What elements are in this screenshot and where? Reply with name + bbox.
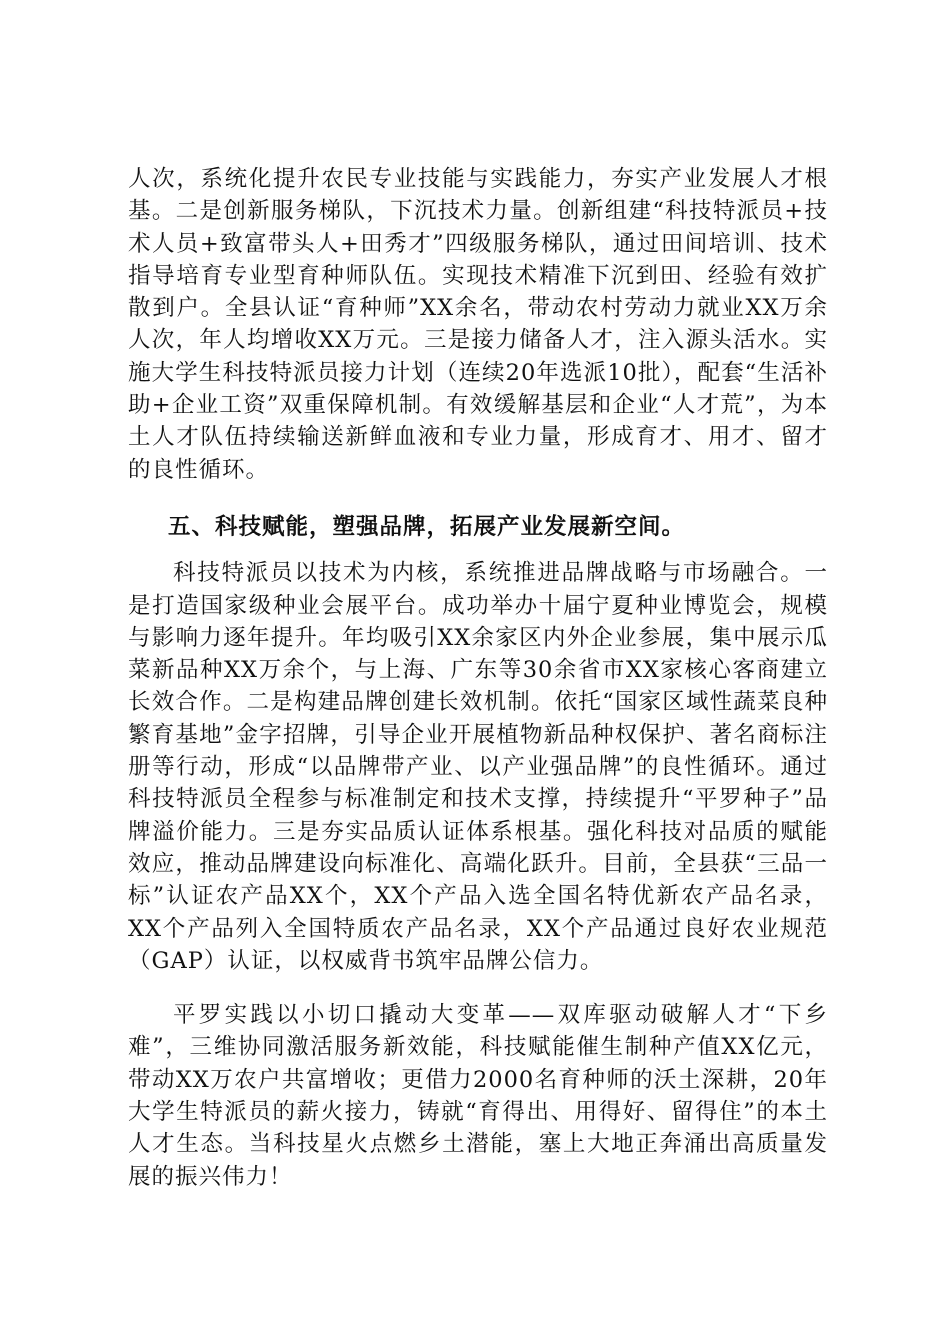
paragraph-conclusion: 平罗实践以小切口撬动大变革——双库驱动破解人才“下乡难”，三维协同激活服务新效能，科技赋能催生制种产值XX亿元，带动XX万农户共富增收；更借力2000名育种师的沃土深耕，20年大学生特派员的薪火接力，铸就“育得出、用得好、留得住”的本土人才生态。当科技星火点燃乡土潜能，塞上大地正奔涌出高质量发展的振兴伟力！ [128, 1002, 828, 1190]
paragraph-talent-cultivation: 人次，系统化提升农民专业技能与实践能力，夯实产业发展人才根基。二是创新服务梯队，下沉技术力量。创新组建“科技特派员+技术人员+致富带头人+田秀才”四级服务梯队，通过田间培训、技术指导培育专业型育种师队伍。实现技术精准下沉到田、经验有效扩散到户。全县认证“育种师”XX余名，带动农村劳动力就业XX万余人次，年人均增收XX万元。三是接力储备人才，注入源头活水。实施大学生科技特派员接力计划（连续20年选派10批），配套“生活补助+企业工资”双重保障机制。有效缓解基层和企业“人才荒”，为本土人才队伍持续输送新鲜血液和专业力量，形成育才、用才、留才的良性循环。 [128, 166, 828, 483]
section-heading-five: 五、科技赋能，塑强品牌，拓展产业发展新空间。 [168, 513, 686, 540]
document-page [128, 163, 828, 1193]
paragraph-brand-building: 科技特派员以技术为内核，系统推进品牌战略与市场融合。一是打造国家级种业会展平台。成功举办十届宁夏种业博览会，规模与影响力逐年提升。年均吸引XX余家区内外企业参展，集中展示瓜菜新品种XX万余个，与上海、广东等30余省市XX家核心客商建立长效合作。二是构建品牌创建长效机制。依托“国家区域性蔬菜良种繁育基地”金字招牌，引导企业开展植物新品种权保护、著名商标注册等行动，形成“以品牌带产业、以产业强品牌”的良性循环。通过科技特派员全程参与标准制定和技术支撑，持续提升“平罗种子”品牌溢价能力。三是夯实品质认证体系根基。强化科技对品质的赋能效应，推动品牌建设向标准化、高端化跃升。目前，全县获“三品一标”认证农产品XX个，XX个产品入选全国名特优新农产品名录，XX个产品列入全国特质农产品名录，XX个产品通过良好农业规范（GAP）认证，以权威背书筑牢品牌公信力。 [128, 560, 828, 974]
